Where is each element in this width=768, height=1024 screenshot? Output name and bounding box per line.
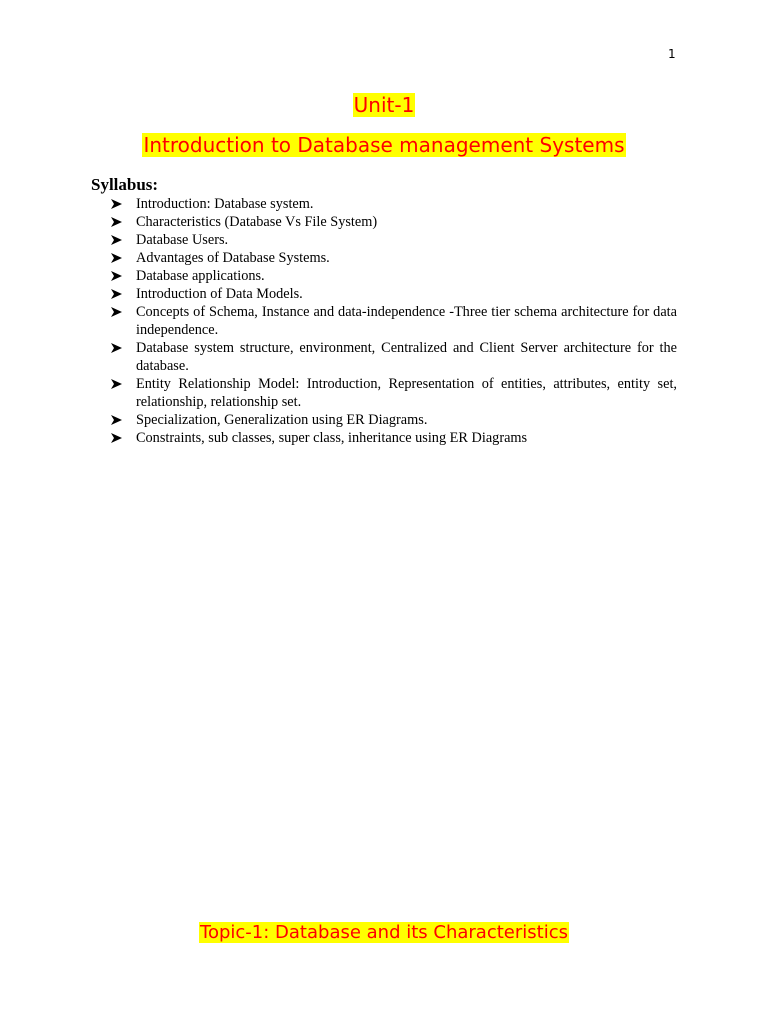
arrowhead-bullet-icon xyxy=(111,199,122,209)
arrowhead-bullet-icon xyxy=(111,415,122,425)
syllabus-item xyxy=(110,375,677,411)
syllabus-item xyxy=(110,285,677,303)
main-title xyxy=(0,133,768,157)
syllabus-item-label: Constraints, sub classes, super class, inheritance using ER Diagrams xyxy=(136,430,528,446)
arrowhead-bullet-icon xyxy=(111,217,122,227)
syllabus-item-label: Introduction of Data Models. xyxy=(136,286,303,302)
syllabus-item-label: Advantages of Database Systems. xyxy=(136,250,330,266)
syllabus-list xyxy=(110,195,677,447)
syllabus-item-label: Introduction: Database system. xyxy=(136,196,314,212)
arrowhead-bullet-icon xyxy=(111,271,122,281)
arrowhead-bullet-icon xyxy=(111,253,122,263)
syllabus-item xyxy=(110,213,677,231)
syllabus-item-label: Concepts of Schema, Instance and data-independence -Three tier schema architecture for data independence. xyxy=(136,304,677,338)
arrowhead-bullet-icon xyxy=(111,379,122,389)
arrowhead-bullet-icon xyxy=(111,235,122,245)
syllabus-label: Syllabus: xyxy=(91,175,159,194)
syllabus-item xyxy=(110,429,677,447)
arrowhead-bullet-icon xyxy=(111,289,122,299)
page-number: 1 xyxy=(668,47,676,61)
main-title-text: Introduction to Database management Systems xyxy=(143,133,625,157)
syllabus-item-label: Specialization, Generalization using ER Diagrams. xyxy=(136,412,428,428)
syllabus-item xyxy=(110,249,677,267)
syllabus-item-label: Database applications. xyxy=(136,268,265,284)
syllabus-item xyxy=(110,303,677,339)
syllabus-item-label: Database system structure, environment, Centralized and Client Server architecture for the database. xyxy=(136,340,677,374)
unit-title-text: Unit-1 xyxy=(353,93,415,117)
syllabus-item-label: Characteristics (Database Vs File System) xyxy=(136,214,378,230)
arrowhead-bullet-icon xyxy=(111,307,122,317)
syllabus-item-label: Entity Relationship Model: Introduction, Representation of entities, attributes, entity set, relationship, relationship set. xyxy=(136,376,677,410)
topic-title-text: Topic-1: Database and its Characteristics xyxy=(200,922,568,943)
syllabus-item xyxy=(110,195,677,213)
syllabus-item xyxy=(110,231,677,249)
arrowhead-bullet-icon xyxy=(111,433,122,443)
syllabus-item xyxy=(110,339,677,375)
syllabus-item xyxy=(110,411,677,429)
syllabus-item xyxy=(110,267,677,285)
topic-title xyxy=(0,922,768,944)
arrowhead-bullet-icon xyxy=(111,343,122,353)
syllabus-item-label: Database Users. xyxy=(136,232,229,248)
unit-title xyxy=(0,93,768,117)
